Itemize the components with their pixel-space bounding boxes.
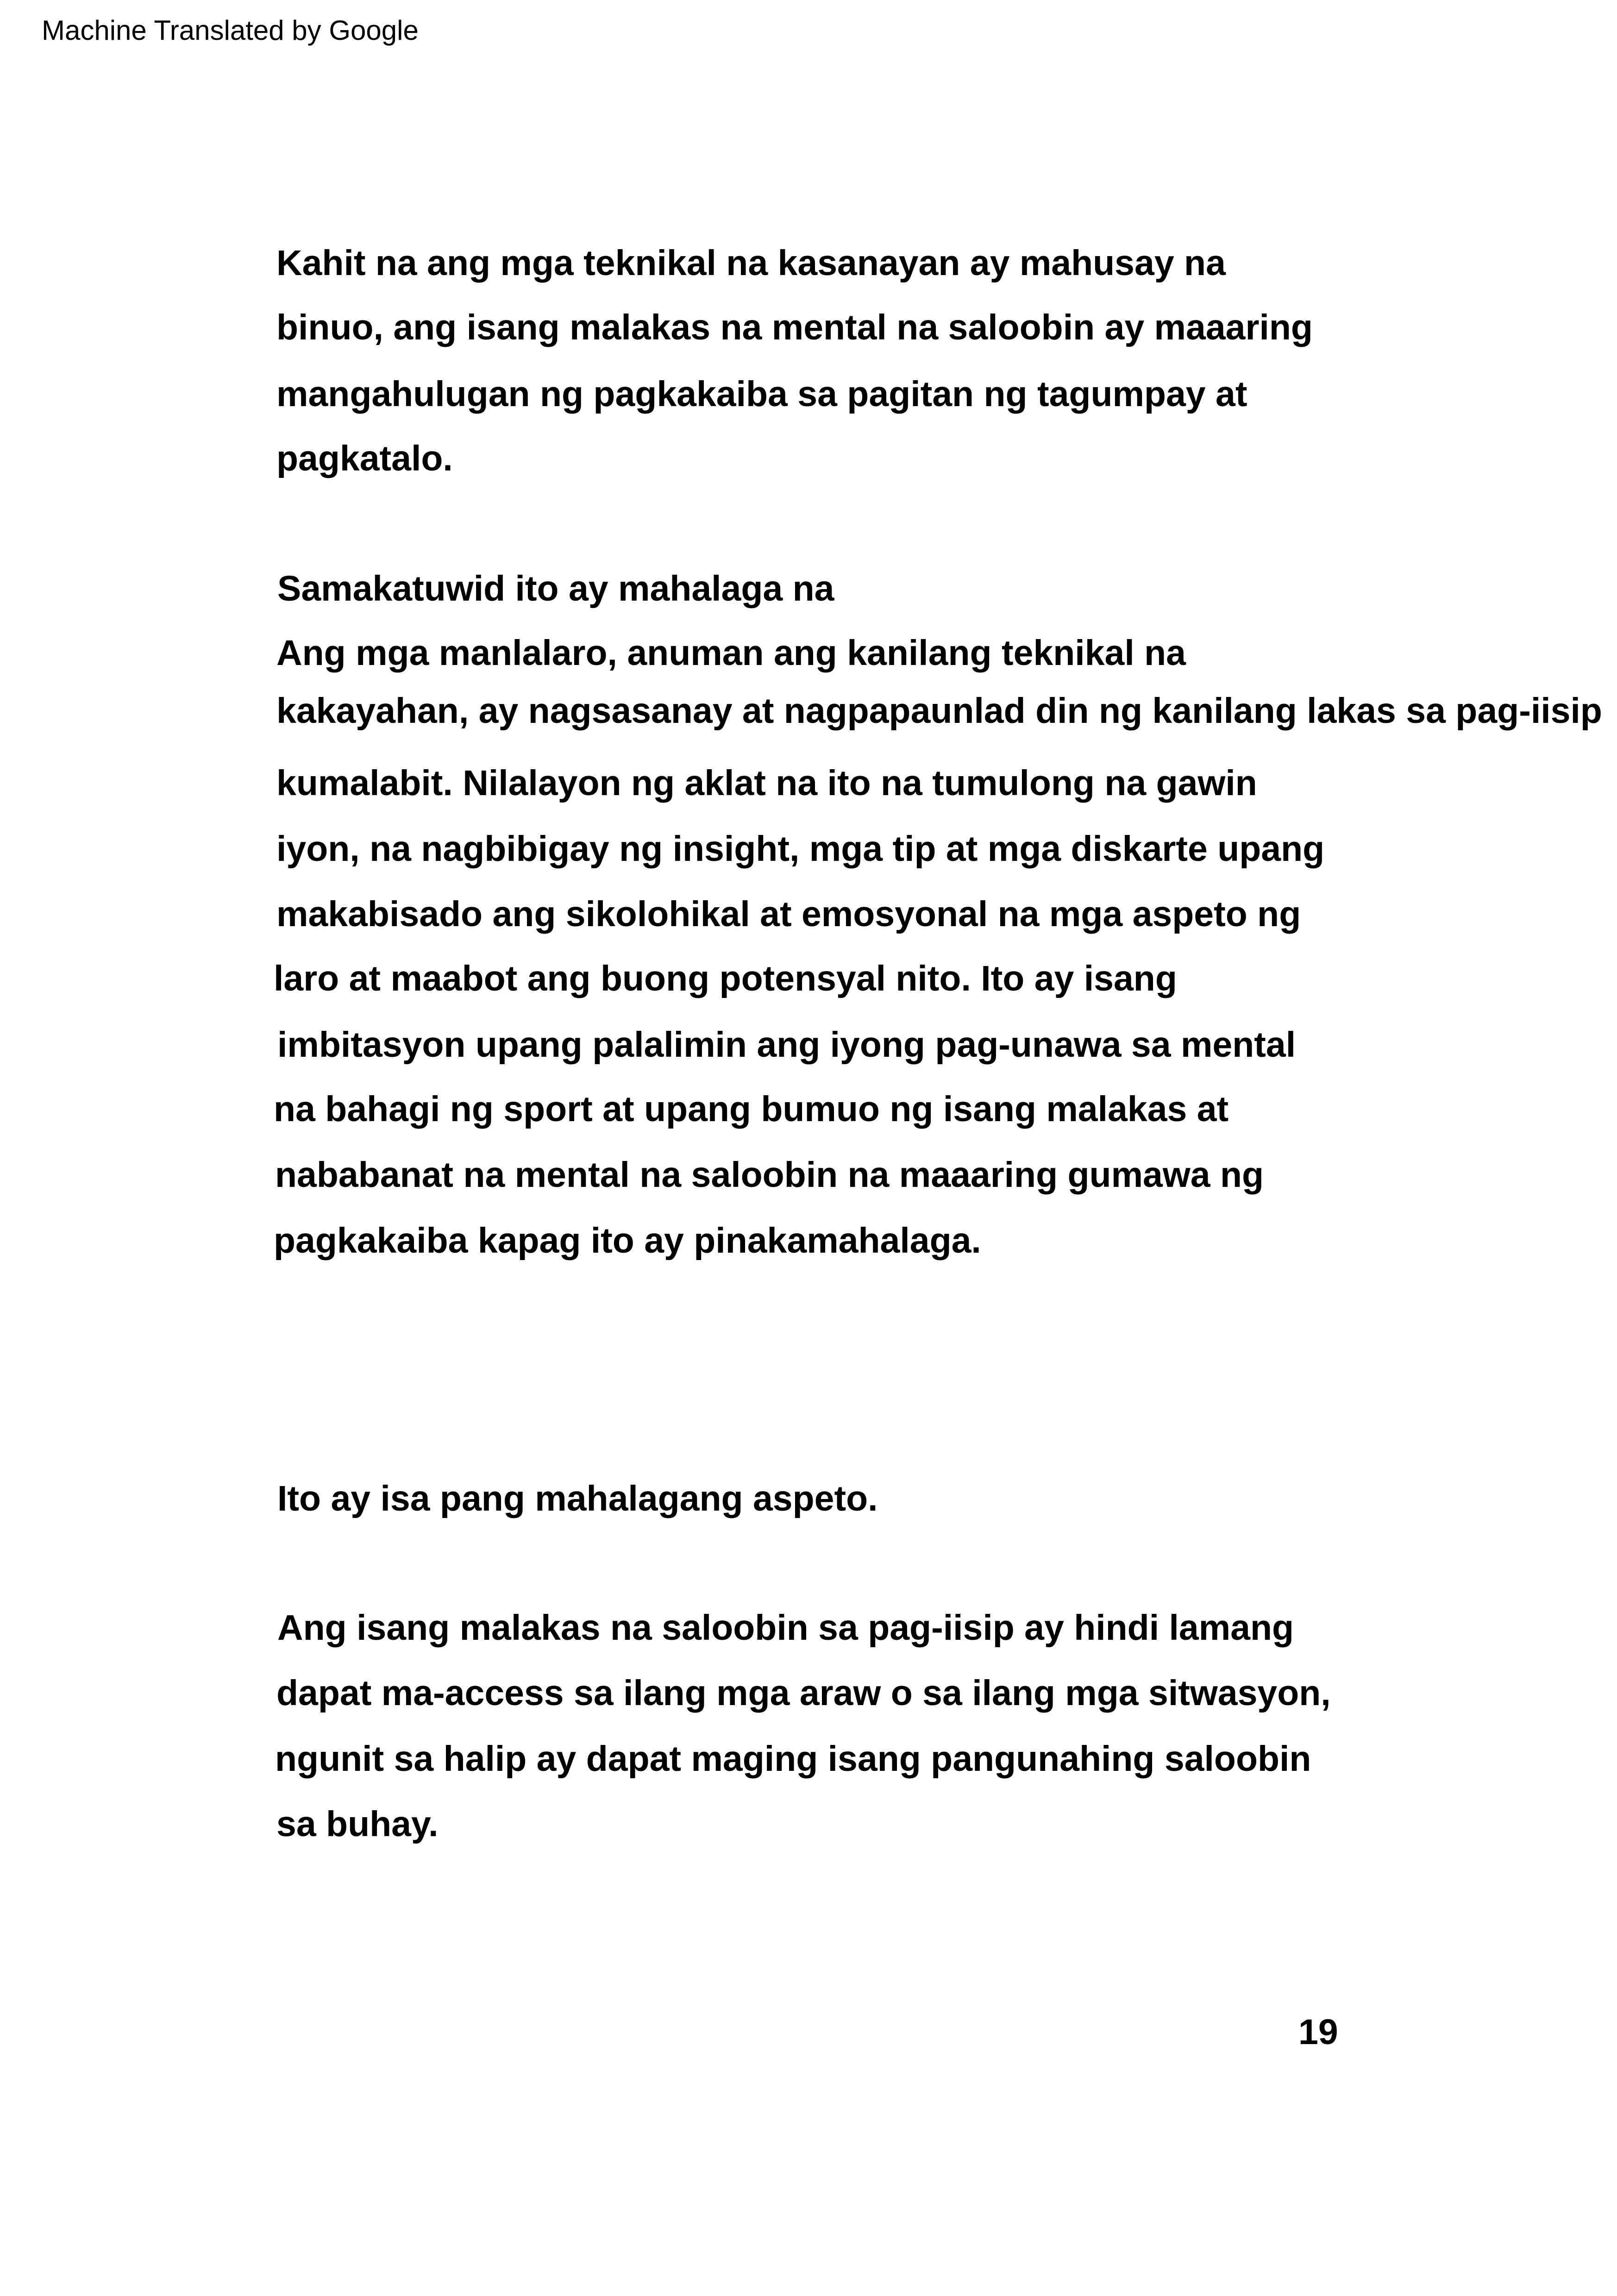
page-number: 19: [1298, 2012, 1338, 2052]
text-line: Samakatuwid ito ay mahalaga na: [277, 569, 834, 609]
text-line: iyon, na nagbibigay ng insight, mga tip at mga diskarte upang: [276, 829, 1325, 869]
text-line: na bahagi ng sport at upang bumuo ng isang malakas at: [274, 1089, 1229, 1129]
text-line: mangahulugan ng pagkakaiba sa pagitan ng tagumpay at: [276, 374, 1247, 414]
text-line: ngunit sa halip ay dapat maging isang pangunahing saloobin: [275, 1739, 1311, 1779]
text-line: laro at maabot ang buong potensyal nito. Ito ay isang: [274, 959, 1177, 998]
text-line: Kahit na ang mga teknikal na kasanayan ay mahusay na: [276, 243, 1226, 283]
text-line: kumalabit. Nilalayon ng aklat na ito na tumulong na gawin: [276, 763, 1257, 803]
text-line: imbitasyon upang palalimin ang iyong pag-unawa sa mental: [277, 1025, 1296, 1065]
text-line: Ang isang malakas na saloobin sa pag-iisip ay hindi lamang: [277, 1608, 1294, 1648]
translation-notice: Machine Translated by Google: [42, 15, 419, 46]
text-line: makabisado ang sikolohikal at emosyonal na mga aspeto ng: [276, 894, 1301, 934]
text-line: Ang mga manlalaro, anuman ang kanilang teknikal na: [276, 633, 1186, 673]
text-line: nababanat na mental na saloobin na maaaring gumawa ng: [275, 1155, 1264, 1195]
text-line: pagkatalo.: [276, 439, 453, 478]
text-line: binuo, ang isang malakas na mental na saloobin ay maaaring: [276, 307, 1313, 347]
text-line: pagkakaiba kapag ito ay pinakamahalaga.: [274, 1221, 981, 1261]
text-line: sa buhay.: [276, 1804, 439, 1844]
text-line: Ito ay isa pang mahalagang aspeto.: [277, 1479, 878, 1518]
text-line: kakayahan, ay nagsasanay at nagpapaunlad din ng kanilang lakas sa pag-iisip: [276, 691, 1602, 731]
text-line: dapat ma-access sa ilang mga araw o sa ilang mga sitwasyon,: [276, 1673, 1331, 1713]
